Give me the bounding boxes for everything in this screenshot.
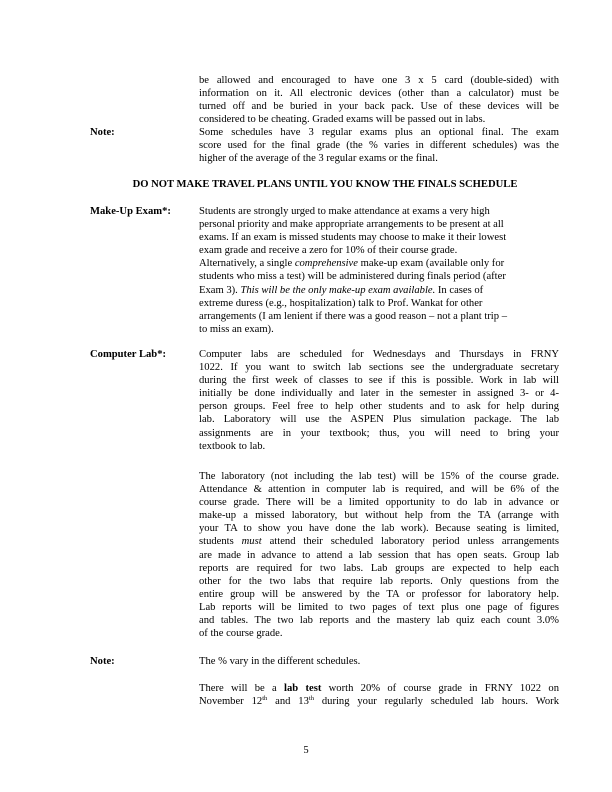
text-segment: and 13	[267, 696, 309, 708]
text-line: your TA to show you have done the lab work). Because seating is limited,	[199, 523, 559, 535]
text-line: considered to be cheating. Graded exams will be passed out in labs.	[199, 114, 486, 126]
text-line: score used for the final grade (the % varies in different schedules) was the	[199, 140, 559, 152]
text-segment: In cases of	[435, 284, 484, 296]
note-text: The % vary in the different schedules.	[199, 656, 361, 667]
text-line	[199, 695, 559, 708]
text-line	[199, 682, 559, 695]
superscript: th	[262, 695, 268, 703]
text-line	[199, 535, 559, 548]
text-line: The laboratory (not including the lab test) will be 15% of the course grade.	[199, 471, 559, 482]
text-line: exam grade and receive a zero for 10% of their course grade.	[199, 245, 458, 257]
text-segment: There will be a	[199, 683, 285, 694]
text-line: turned off and be buried in your back pack. Use of these devices will be	[199, 101, 559, 113]
text-line	[199, 284, 559, 297]
lab-test-paragraph	[199, 682, 559, 708]
travel-plans-heading: DO NOT MAKE TRAVEL PLANS UNTIL YOU KNOW THE FINALS SCHEDULE	[132, 179, 518, 190]
text-segment: worth 20% of course grade in FRNY 1022 on	[321, 683, 559, 694]
text-line: exams. If an exam is missed students may choose to make it their lowest	[199, 232, 507, 244]
text-line: Some schedules have 3 regular exams plus an optional final. The exam	[199, 127, 559, 138]
text-line: 1022. If you want to switch lab sections see the undergraduate secretary	[199, 362, 559, 374]
text-line: Lab reports will be limited to two pages of text plus one page of figures	[199, 601, 559, 613]
text-segment: Exam 3).	[199, 284, 241, 296]
text-line: during the first week of classes to see if this is possible. Work in lab will	[199, 375, 559, 387]
text-line: are made in advance to attend a lab session that has open seats. Group lab	[199, 549, 559, 561]
text-segment: November 12	[199, 696, 263, 708]
note-label: Note:	[90, 656, 115, 667]
note-label: Note:	[90, 127, 115, 138]
text-line: of the course grade.	[199, 628, 283, 640]
text-line: make-up a missed laboratory, but without help from the TA (arrange with	[199, 510, 559, 522]
emphasis-text: must	[241, 536, 262, 548]
text-line: Students are strongly urged to make attendance at exams a very high	[199, 206, 490, 217]
text-segment: make-up exam (available only for	[357, 258, 505, 270]
text-line: personal priority and make appropriate arrangements to be present at all	[199, 219, 504, 231]
text-line: initially be done individually and later in the semester in assigned 3- or 4-	[199, 388, 559, 400]
bold-text: lab test	[284, 683, 322, 694]
text-segment: Alternatively, a single	[199, 258, 295, 270]
text-line: other for the two labs that require lab reports. Only questions from the	[199, 575, 559, 587]
text-line: extreme duress (e.g., hospitalization) talk to Prof. Wankat for other	[199, 297, 483, 309]
text-line: textbook to lab.	[199, 440, 266, 452]
superscript: th	[308, 695, 314, 703]
text-line: students who miss a test) will be administered during finals period (after	[199, 271, 506, 283]
text-line: be allowed and encouraged to have one 3 x 5 card (double-sided) with	[199, 75, 559, 86]
computer-lab-label: Computer Lab*:	[90, 349, 167, 360]
text-line: Attendance & attention in computer lab is required, and will be 6% of the	[199, 484, 559, 496]
emphasis-text: This will be the only make-up exam available.	[240, 284, 436, 296]
text-segment: students	[199, 536, 242, 548]
note-paragraph	[199, 126, 559, 165]
text-line: assignments are in your textbook; thus, you will need to bring your	[199, 427, 559, 439]
text-line: Computer labs are scheduled for Wednesdays and Thursdays in FRNY	[199, 349, 559, 360]
text-segment: during your regularly scheduled lab hours. Work	[313, 696, 559, 708]
text-line	[199, 257, 559, 270]
makeup-exam-paragraph	[199, 205, 559, 336]
exam-rules-paragraph	[199, 74, 559, 126]
computer-lab-paragraph-1	[199, 348, 559, 453]
page-number: 5	[303, 745, 309, 756]
text-line: to miss an exam).	[199, 323, 274, 335]
emphasis-text: comprehensive	[294, 258, 358, 270]
text-line: arrangements (I am lenient if there was a good reason – not a plant trip –	[199, 310, 507, 322]
text-line: lab. Laboratory will use the ASPEN Plus simulation package. The lab	[199, 414, 559, 426]
text-line: course grade. There will be a limited opportunity to do lab in advance or	[199, 497, 559, 509]
text-line: higher of the average of the 3 regular exams or the final.	[199, 153, 438, 165]
text-line: information on it. All electronic devices (other than a calculator) must be	[199, 88, 559, 100]
text-line: and tables. The two lab reports and the mastery lab quiz each count 3.0%	[199, 615, 559, 627]
text-segment: attend their scheduled laboratory period unless arrangements	[261, 536, 559, 548]
text-line: reports are required for two labs. Lab groups are expected to help each	[199, 562, 559, 574]
makeup-exam-label: Make-Up Exam*:	[90, 206, 171, 217]
text-line: person groups. Feel free to help other students and to ask for help during	[199, 401, 559, 413]
text-line: entire group will be answered by the TA or professor for laboratory help.	[199, 588, 559, 600]
computer-lab-paragraph-2	[199, 470, 559, 640]
